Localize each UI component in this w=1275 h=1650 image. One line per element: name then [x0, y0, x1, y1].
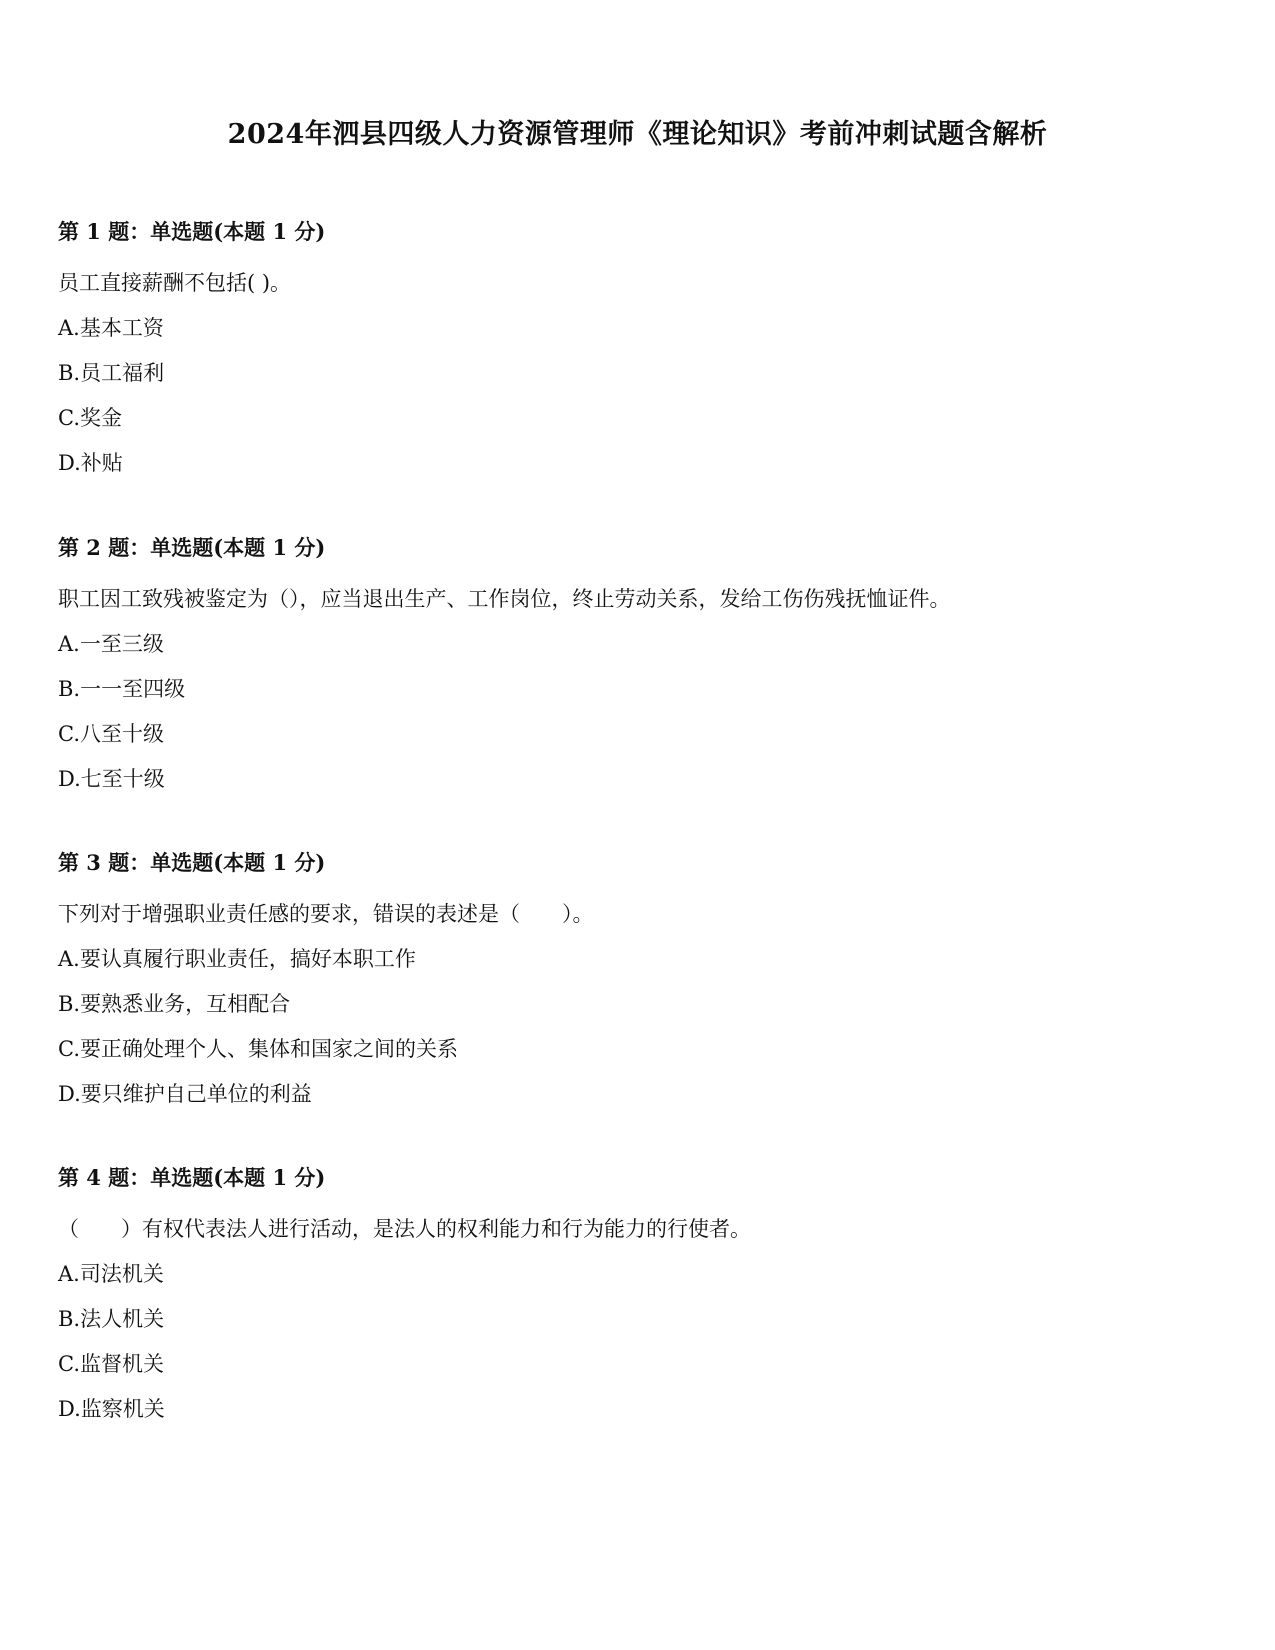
option-a: A.一至三级 [58, 632, 164, 656]
option-d: D.七至十级 [58, 767, 165, 791]
option-c: C.八至十级 [58, 722, 164, 746]
question-2 [58, 534, 1218, 793]
option-b: B.法人机关 [58, 1307, 165, 1331]
question-stem: （ ）有权代表法人进行活动，是法人的权利能力和行为能力的行使者。 [58, 1217, 751, 1241]
question-3 [58, 849, 1218, 1108]
option-b: B.一一至四级 [58, 677, 186, 701]
option-c: C.奖金 [58, 406, 122, 430]
option-c: C.要正确处理个人、集体和国家之间的关系 [58, 1037, 458, 1061]
question-header: 第 1 题：单选题(本题 1 分) [58, 219, 326, 244]
question-header: 第 4 题：单选题(本题 1 分) [58, 1165, 326, 1190]
question-1 [58, 218, 1218, 477]
question-stem: 员工直接薪酬不包括( )。 [58, 271, 292, 295]
question-4 [58, 1164, 1218, 1423]
option-b: B.要熟悉业务，互相配合 [58, 992, 291, 1016]
question-stem: 下列对于增强职业责任感的要求，错误的表述是（ ）。 [58, 902, 594, 926]
option-d: D.监察机关 [58, 1397, 165, 1421]
option-c: C.监督机关 [58, 1352, 164, 1376]
option-a: A.要认真履行职业责任，搞好本职工作 [58, 947, 416, 971]
option-d: D.补贴 [58, 451, 123, 475]
option-a: A.司法机关 [58, 1262, 164, 1286]
question-stem: 职工因工致残被鉴定为（），应当退出生产、工作岗位，终止劳动关系，发给工伤伤残抚恤证件。 [58, 587, 951, 611]
question-header: 第 2 题：单选题(本题 1 分) [58, 535, 326, 560]
question-header: 第 3 题：单选题(本题 1 分) [58, 850, 326, 875]
option-b: B.员工福利 [58, 361, 165, 385]
option-a: A.基本工资 [58, 316, 164, 340]
option-d: D.要只维护自己单位的利益 [58, 1082, 312, 1106]
document-title: 2024年泗县四级人力资源管理师《理论知识》考前冲刺试题含解析 [227, 119, 1048, 150]
